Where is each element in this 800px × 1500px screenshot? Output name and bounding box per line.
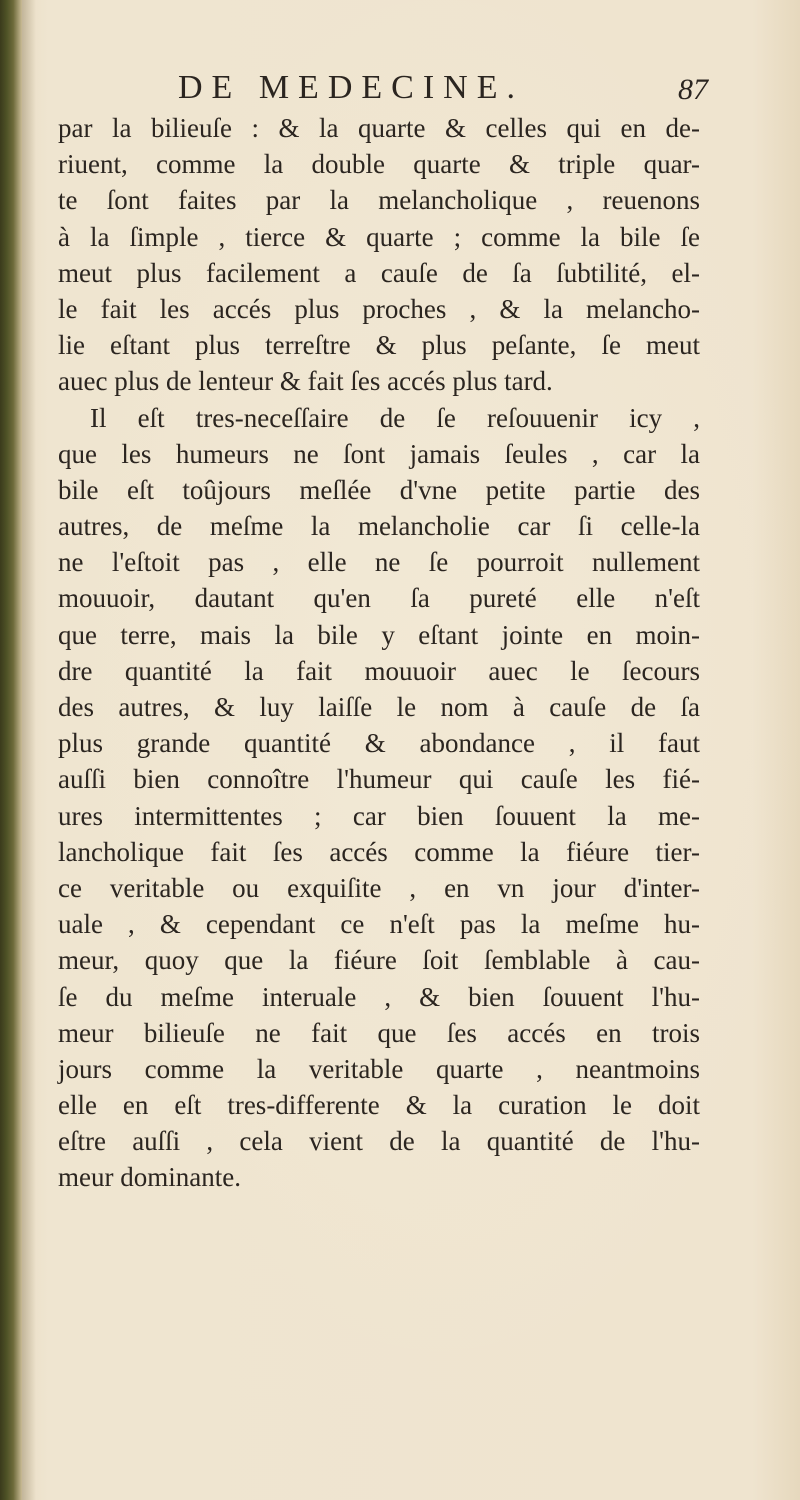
gutter-shadow bbox=[22, 0, 36, 1500]
text-line: lancholique fait ſes accés comme la fiéure tier- bbox=[58, 836, 700, 867]
text-line: à la ſimple , tierce & quarte ; comme la bile ſe bbox=[58, 221, 700, 252]
text-line: que les humeurs ne ſont jamais ſeules , car la bbox=[58, 438, 700, 469]
text-line: par la bilieuſe : & la quarte & celles qui en de- bbox=[58, 113, 700, 143]
page-header bbox=[178, 66, 708, 110]
text-line: meur bilieuſe ne fait que ſes accés en trois bbox=[58, 1017, 700, 1048]
text-line: lie eſtant plus terreſtre & plus peſante, ſe meut bbox=[58, 330, 700, 361]
text-line: des autres, & luy laiſſe le nom à cauſe de ſa bbox=[58, 692, 700, 722]
text-line: plus grande quantité & abondance , il faut bbox=[58, 728, 700, 759]
text-line: mouuoir, dautant qu'en ſa pureté elle n'eſt bbox=[58, 583, 700, 614]
text-line: que terre, mais la bile y eſtant jointe en moin- bbox=[58, 619, 700, 650]
book-binding-edge bbox=[0, 0, 22, 1500]
text-line: ſe du meſme interuale , & bien ſouuent l'hu- bbox=[58, 981, 700, 1012]
text-line: auec plus de lenteur & fait ſes accés plus tard. bbox=[58, 366, 553, 397]
text-line: bile eſt toûjours meſlée d'vne petite partie des bbox=[58, 474, 700, 505]
text-line: Il eſt tres-neceſſaire de ſe reſouuenir icy , bbox=[90, 402, 700, 433]
text-line: le fait les accés plus proches , & la melancho- bbox=[58, 293, 700, 324]
text-line: meur dominante. bbox=[58, 1162, 241, 1193]
text-line: uale , & cependant ce n'eſt pas la meſme hu- bbox=[58, 909, 700, 940]
body-text bbox=[58, 110, 700, 1196]
text-line: te ſont faites par la melancholique , reuenons bbox=[58, 185, 700, 216]
text-line: auſſi bien connoître l'humeur qui cauſe les fié- bbox=[58, 764, 700, 795]
text-line: ures intermittentes ; car bien ſouuent la me- bbox=[58, 800, 700, 831]
running-head: DE MEDECINE. bbox=[178, 69, 524, 106]
text-line: riuent, comme la double quarte & triple quar- bbox=[58, 149, 700, 180]
text-line: dre quantité la fait mouuoir auec le ſecours bbox=[58, 655, 700, 686]
text-line: ne l'eſtoit pas , elle ne ſe pourroit nullement bbox=[58, 547, 700, 578]
text-line: elle en eſt tres-differente & la curation le doit bbox=[58, 1090, 700, 1121]
text-line: ce veritable ou exquiſite , en vn jour d'inter- bbox=[58, 872, 700, 903]
text-line: meur, quoy que la fiéure ſoit ſemblable à cau- bbox=[58, 945, 700, 976]
text-line: autres, de meſme la melancholie car ſi celle-la bbox=[58, 511, 700, 542]
text-line: meut plus facilement a cauſe de ſa ſubtilité, el- bbox=[58, 257, 700, 288]
text-line: eſtre auſſi , cela vient de la quantité de l'hu- bbox=[58, 1126, 700, 1157]
page-number: 87 bbox=[678, 73, 708, 106]
text-line: jours comme la veritable quarte , neantmoins bbox=[58, 1053, 700, 1084]
